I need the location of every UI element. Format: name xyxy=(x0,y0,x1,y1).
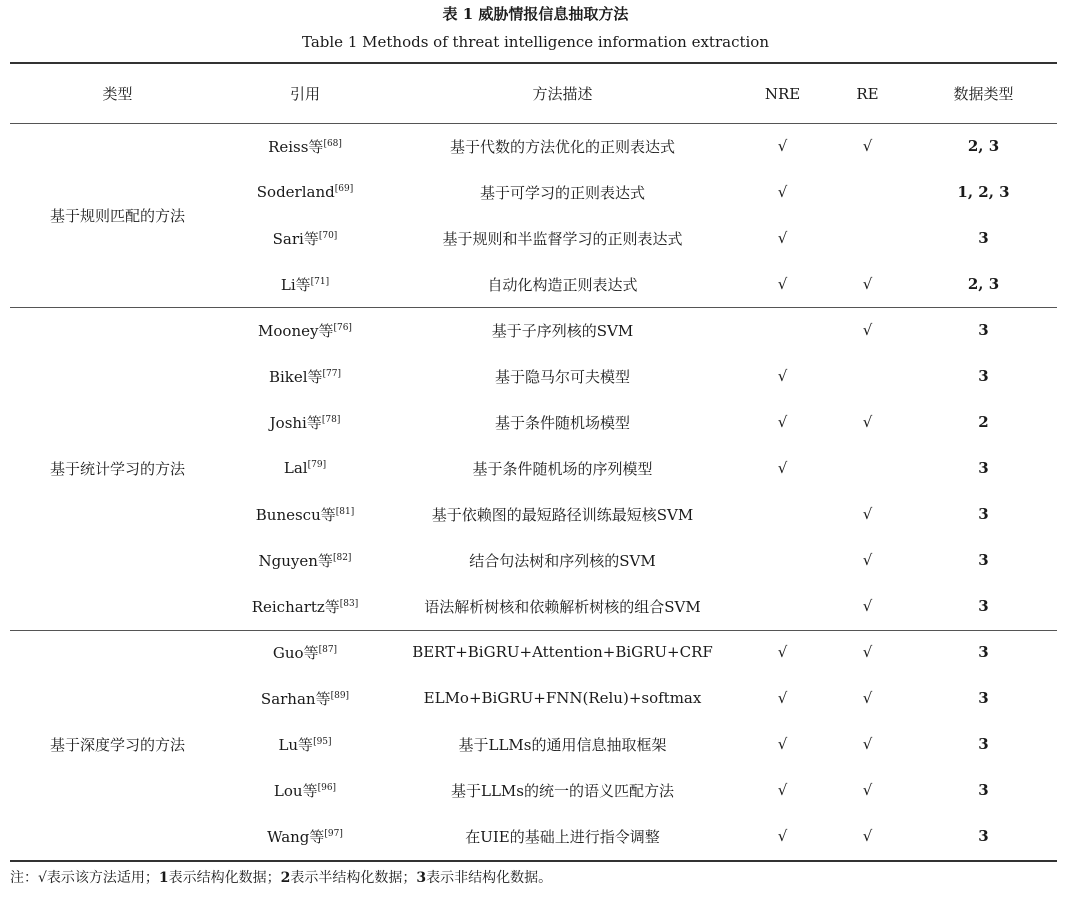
methods-table xyxy=(10,64,1057,859)
citation-cell xyxy=(225,813,385,859)
re-check-cell: √ xyxy=(862,137,873,155)
method-description-cell: 基于代数的方法优化的正则表达式 xyxy=(449,137,675,156)
nre-check-cell xyxy=(740,491,825,537)
data-type-cell: 3 xyxy=(978,643,989,661)
table-caption-chinese: 表 1 威胁情报信息抽取方法 xyxy=(442,5,629,23)
citation-cell xyxy=(225,123,385,169)
method-description-cell: 基于规则和半监督学习的正则表达式 xyxy=(442,229,683,248)
author-name: Joshi等 xyxy=(269,413,322,432)
re-check-cell xyxy=(825,169,910,215)
note-text-2: 表示半结构化数据； xyxy=(290,870,417,886)
author-name: Soderland xyxy=(256,183,335,201)
citation-cell xyxy=(225,399,385,445)
re-check-cell: √ xyxy=(862,689,873,707)
author-name: Sarhan等 xyxy=(260,689,331,708)
method-description-cell: 基于依赖图的最短路径训练最短核SVM xyxy=(431,505,694,524)
note-key-1: 1 xyxy=(158,870,169,886)
category-cell: 基于统计学习的方法 xyxy=(49,459,185,478)
nre-check-cell: √ xyxy=(777,827,788,845)
author-name: Guo等 xyxy=(272,643,319,662)
method-description-cell: 基于隐马尔可夫模型 xyxy=(494,367,630,386)
reference-number: [96] xyxy=(317,782,337,793)
reference-number: [78] xyxy=(321,414,341,425)
nre-check-cell: √ xyxy=(777,275,788,293)
citation-cell xyxy=(225,169,385,215)
table-note xyxy=(10,868,552,888)
data-type-cell: 1, 2, 3 xyxy=(957,183,1010,201)
reference-number: [71] xyxy=(310,276,330,287)
citation-cell xyxy=(225,261,385,307)
nre-check-cell: √ xyxy=(777,689,788,707)
citation-cell xyxy=(225,491,385,537)
reference-number: [79] xyxy=(307,460,327,470)
citation-cell xyxy=(225,537,385,583)
author-name: Sari等 xyxy=(272,229,319,248)
citation-cell xyxy=(225,583,385,629)
citation-cell xyxy=(225,445,385,491)
nre-check-cell xyxy=(740,537,825,583)
re-check-cell: √ xyxy=(862,551,873,569)
nre-check-cell: √ xyxy=(777,735,788,753)
note-prefix: 注：√表示该方法适用； xyxy=(10,870,159,886)
note-text-3: 表示非结构化数据。 xyxy=(426,870,553,886)
reference-number: [97] xyxy=(324,828,343,839)
reference-number: [82] xyxy=(332,552,352,563)
reference-number: [68] xyxy=(323,138,342,149)
author-name: Reichartz等 xyxy=(251,597,340,616)
re-check-cell: √ xyxy=(862,321,873,339)
nre-check-cell xyxy=(740,583,825,629)
re-check-cell: √ xyxy=(862,781,873,799)
method-description-cell: 基于条件随机场模型 xyxy=(494,413,630,432)
data-type-cell: 3 xyxy=(978,229,989,247)
reference-number: [95] xyxy=(313,736,332,747)
data-type-cell: 3 xyxy=(978,689,989,707)
re-check-cell xyxy=(825,215,910,261)
header-type: 类型 xyxy=(102,85,133,103)
note-key-3: 3 xyxy=(416,870,427,886)
data-type-cell: 3 xyxy=(978,367,989,385)
author-name: Mooney等 xyxy=(258,321,334,340)
data-type-cell: 3 xyxy=(978,459,989,477)
author-name: Nguyen等 xyxy=(258,551,333,570)
method-description-cell: ELMo+BiGRU+FNN(Relu)+softmax xyxy=(423,689,702,707)
re-check-cell: √ xyxy=(862,597,873,615)
method-description-cell: BERT+BiGRU+Attention+BiGRU+CRF xyxy=(412,643,713,661)
method-description-cell: 在UIE的基础上进行指令调整 xyxy=(465,827,660,846)
header-citation: 引用 xyxy=(289,85,320,103)
citation-cell xyxy=(225,767,385,813)
citation-cell xyxy=(225,721,385,767)
citation-cell xyxy=(225,353,385,399)
citation-cell xyxy=(225,215,385,261)
header-data-type: 数据类型 xyxy=(953,85,1014,103)
data-type-cell: 3 xyxy=(978,827,989,845)
author-name: Bunescu等 xyxy=(255,505,336,524)
re-check-cell: √ xyxy=(862,275,873,293)
data-type-cell: 3 xyxy=(978,781,989,799)
reference-number: [76] xyxy=(333,322,352,333)
citation-cell xyxy=(225,307,385,353)
re-check-cell: √ xyxy=(862,505,873,523)
reference-number: [89] xyxy=(330,690,350,701)
re-check-cell xyxy=(825,353,910,399)
category-cell: 基于深度学习的方法 xyxy=(49,735,185,754)
data-type-cell: 2, 3 xyxy=(967,137,1000,155)
header-row xyxy=(10,64,1057,123)
data-type-cell: 3 xyxy=(978,505,989,523)
table-caption-english: Table 1 Methods of threat intelligence information extraction xyxy=(302,33,769,51)
re-check-cell xyxy=(825,445,910,491)
reference-number: [87] xyxy=(318,644,338,655)
author-name: Lal xyxy=(283,459,308,477)
nre-check-cell: √ xyxy=(777,137,788,155)
method-description-cell: 结合句法树和序列核的SVM xyxy=(469,551,656,570)
author-name: Bikel等 xyxy=(268,367,323,386)
header-nre: NRE xyxy=(764,84,801,103)
re-check-cell: √ xyxy=(862,413,873,431)
re-check-cell: √ xyxy=(862,735,873,753)
reference-number: [83] xyxy=(339,598,359,609)
method-description-cell: 基于子序列核的SVM xyxy=(491,321,634,340)
data-type-cell: 3 xyxy=(978,735,989,753)
table-row xyxy=(10,123,1057,169)
nre-check-cell: √ xyxy=(777,367,788,385)
reference-number: [70] xyxy=(318,230,338,241)
nre-check-cell: √ xyxy=(777,413,788,431)
citation-cell xyxy=(225,629,385,675)
note-text-1: 表示结构化数据； xyxy=(168,870,281,886)
citation-cell xyxy=(225,675,385,721)
table-row xyxy=(10,629,1057,675)
table-row xyxy=(10,307,1057,353)
nre-check-cell: √ xyxy=(777,183,788,201)
data-type-cell: 2 xyxy=(978,413,989,431)
re-check-cell: √ xyxy=(862,827,873,845)
header-re: RE xyxy=(856,84,879,103)
method-description-cell: 基于可学习的正则表达式 xyxy=(479,183,645,202)
nre-check-cell xyxy=(740,307,825,353)
author-name: Reiss等 xyxy=(268,137,324,156)
author-name: Li等 xyxy=(280,275,311,294)
nre-check-cell: √ xyxy=(777,459,788,477)
category-cell: 基于规则匹配的方法 xyxy=(49,206,185,225)
method-description-cell: 基于LLMs的统一的语义匹配方法 xyxy=(451,781,674,800)
note-key-2: 2 xyxy=(280,870,291,886)
reference-number: [77] xyxy=(322,368,342,379)
nre-check-cell: √ xyxy=(777,781,788,799)
header-method-description: 方法描述 xyxy=(532,85,593,103)
data-type-cell: 3 xyxy=(978,551,989,569)
author-name: Lu等 xyxy=(278,735,314,754)
re-check-cell: √ xyxy=(862,643,873,661)
nre-check-cell: √ xyxy=(777,643,788,661)
method-description-cell: 语法解析树核和依赖解析树核的组合SVM xyxy=(424,597,701,616)
method-description-cell: 基于条件随机场的序列模型 xyxy=(472,459,653,478)
reference-number: [69] xyxy=(334,184,354,194)
data-type-cell: 3 xyxy=(978,597,989,615)
author-name: Wang等 xyxy=(267,827,325,846)
method-description-cell: 基于LLMs的通用信息抽取框架 xyxy=(458,735,667,754)
bottom-rule xyxy=(10,860,1057,862)
nre-check-cell: √ xyxy=(777,229,788,247)
data-type-cell: 2, 3 xyxy=(967,275,1000,293)
method-description-cell: 自动化构造正则表达式 xyxy=(487,275,638,294)
data-type-cell: 3 xyxy=(978,321,989,339)
author-name: Lou等 xyxy=(273,781,318,800)
reference-number: [81] xyxy=(335,506,355,517)
